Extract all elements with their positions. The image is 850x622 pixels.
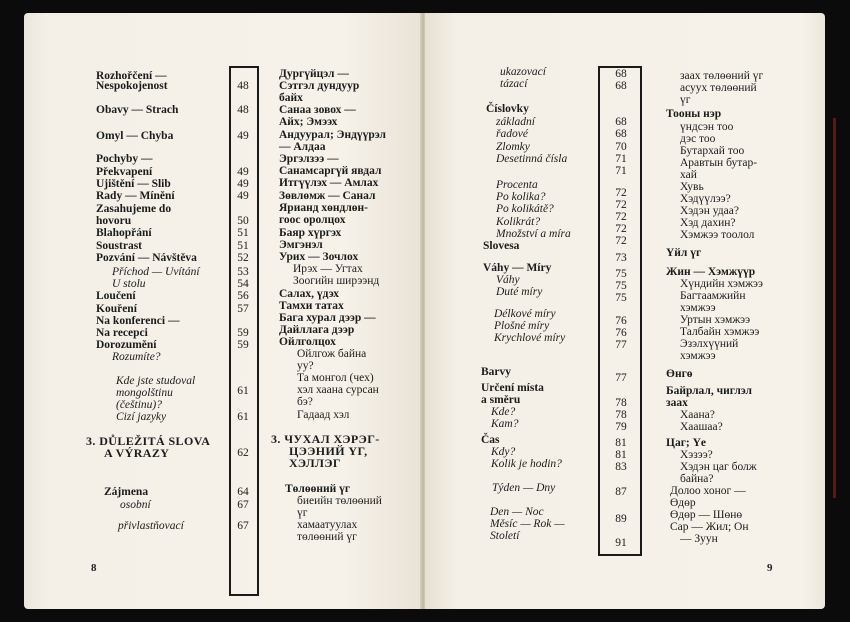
toc-czech-entry: (češtinu)?	[116, 399, 162, 411]
toc-czech-entry: Kam?	[491, 418, 519, 430]
toc-mongolian-entry: заах төлөөний үг	[680, 70, 764, 82]
toc-czech-entry: Týden — Dny	[492, 482, 556, 494]
cover-edge	[833, 118, 836, 498]
toc-czech-entry: mongolštinu	[116, 387, 173, 399]
toc-mongolian-entry: Ярианд хөндлөн-	[279, 202, 368, 214]
toc-czech-entry: Rady — Mínění	[96, 190, 175, 202]
toc-czech-entry: ukazovací	[500, 66, 546, 78]
toc-czech-entry: Po kolikátě?	[496, 203, 554, 215]
toc-page-number: 68	[615, 80, 627, 92]
toc-mongolian-entry: төлөөний үг	[297, 531, 357, 543]
toc-mongolian-entry: Зоогийн ширээнд	[293, 275, 380, 287]
toc-mongolian-entry: Ойлгож байна	[297, 348, 367, 360]
toc-page-number: 72	[615, 187, 627, 199]
toc-page-number: 51	[237, 240, 249, 252]
toc-mongolian-entry: Долоо хоног —	[670, 485, 746, 497]
toc-mongolian-entry: Эзэлхүүний	[680, 338, 739, 350]
toc-czech-entry: Kolik je hodin?	[491, 458, 562, 470]
toc-page-number: 72	[615, 223, 627, 235]
toc-mongolian-entry: заах	[666, 397, 688, 409]
toc-czech-entry: Duté míry	[496, 286, 543, 298]
page-number-left: 8	[91, 562, 97, 574]
toc-czech-entry: Určení místa	[481, 382, 544, 394]
toc-mongolian-entry: гоос оролцох	[279, 214, 346, 226]
toc-page-number: 61	[237, 385, 249, 397]
toc-mongolian-entry: Сар — Жил; Он	[670, 521, 749, 533]
toc-mongolian-entry: хэмжээ	[680, 302, 716, 314]
toc-mongolian-entry: Хувь	[680, 181, 704, 193]
toc-mongolian-entry: Хэмжээ тоолол	[680, 229, 755, 241]
toc-czech-entry: Kolikrát?	[496, 216, 541, 228]
toc-czech-entry: Slovesa	[483, 240, 520, 252]
toc-mongolian-entry: Тооны нэр	[666, 108, 722, 120]
toc-czech-entry: Procenta	[496, 179, 538, 191]
toc-czech-entry: Století	[490, 530, 520, 542]
toc-page-number: 59	[237, 339, 249, 351]
toc-page-number: 72	[615, 235, 627, 247]
toc-mongolian-entry: байна?	[680, 473, 714, 485]
toc-mongolian-entry: ЦЭЭНИЙ ҮГ,	[289, 444, 368, 458]
toc-czech-entry: Den — Noc	[490, 506, 544, 518]
toc-mongolian-entry: Үйл үг	[666, 247, 702, 259]
toc-mongolian-entry: 3. ЧУХАЛ ХЭРЭГ-	[271, 432, 380, 446]
toc-page-number: 68	[615, 128, 627, 140]
toc-mongolian-entry: Эмгэнэл	[279, 239, 323, 251]
toc-czech-entry: Barvy	[481, 366, 512, 378]
toc-mongolian-entry: Санамсаргүй явдал	[279, 165, 382, 177]
toc-mongolian-entry: Хэдүүлээ?	[680, 193, 731, 205]
toc-czech-entry: Pochyby —	[96, 153, 153, 165]
toc-mongolian-entry: биеийн төлөөний	[297, 495, 382, 507]
toc-czech-entry: Krychlové míry	[494, 332, 566, 344]
toc-page-number: 76	[615, 315, 627, 327]
toc-czech-entry: Kdy?	[491, 446, 516, 458]
toc-page-number: 83	[615, 461, 627, 473]
toc-mongolian-entry: Өдөр — Шөнө	[670, 509, 743, 521]
toc-mongolian-entry: байх	[279, 92, 303, 104]
toc-page-number: 89	[615, 513, 627, 525]
toc-mongolian-entry: Ирэх — Угтах	[293, 263, 363, 275]
toc-mongolian-entry: ХЭЛЛЭГ	[289, 456, 341, 470]
toc-mongolian-entry: Хаашаа?	[680, 421, 723, 433]
toc-mongolian-entry: Хэзээ?	[680, 449, 713, 461]
toc-mongolian-entry: — Алдаа	[279, 141, 326, 153]
page-number-right: 9	[767, 562, 773, 574]
toc-page-number: 48	[237, 104, 249, 116]
toc-czech-entry: základní	[496, 116, 535, 128]
toc-czech-entry: Rozumíte?	[112, 351, 161, 363]
toc-page-number: 49	[237, 166, 249, 178]
toc-mongolian-entry: Сэтгэл дундуур	[279, 80, 360, 92]
toc-czech-entry: Délkové míry	[494, 308, 556, 320]
toc-page-number: 67	[237, 499, 249, 511]
toc-czech-entry: Obavy — Strach	[96, 104, 179, 116]
toc-page-number: 79	[615, 421, 627, 433]
toc-mongolian-entry: Зөвлөмж — Санал	[279, 190, 376, 202]
toc-page-number: 53	[237, 266, 249, 278]
toc-czech-entry: Cizí jazyky	[116, 411, 167, 423]
toc-page-number: 78	[615, 397, 627, 409]
toc-mongolian-entry: Дургүйцэл —	[279, 68, 349, 80]
toc-page-number: 75	[615, 292, 627, 304]
toc-czech-entry: Čas	[481, 434, 500, 446]
toc-mongolian-entry: хай	[680, 169, 697, 181]
toc-mongolian-entry: Та монгол (чех)	[297, 372, 374, 384]
toc-czech-entry: tázací	[500, 78, 528, 90]
toc-czech-entry: přivlastňovací	[118, 520, 184, 532]
toc-page-number: 91	[615, 537, 627, 549]
toc-page-number: 64	[237, 486, 249, 498]
toc-mongolian-entry: үг	[680, 94, 691, 106]
toc-page-number: 75	[615, 280, 627, 292]
toc-page-number: 68	[615, 68, 627, 80]
toc-page-number: 59	[237, 327, 249, 339]
toc-czech-entry: Blahopřání	[96, 227, 152, 239]
toc-page-number: 52	[237, 252, 249, 264]
toc-mongolian-entry: бэ?	[297, 396, 313, 408]
toc-mongolian-entry: уу?	[297, 360, 314, 372]
toc-czech-entry: Překvapení	[96, 166, 153, 178]
toc-mongolian-entry: Байрлал, чиглэл	[666, 385, 753, 397]
toc-mongolian-entry: Аравтын бутар-	[680, 157, 758, 169]
toc-mongolian-entry: Хүндийн хэмжээ	[680, 278, 763, 290]
toc-mongolian-entry: Андуурал; Эндүүрэл	[279, 129, 387, 141]
toc-page-number: 72	[615, 199, 627, 211]
toc-page-number: 72	[615, 211, 627, 223]
toc-mongolian-entry: үндсэн тоо	[680, 121, 734, 133]
toc-czech-entry: Váhy — Míry	[483, 262, 552, 274]
toc-page-number: 50	[237, 215, 249, 227]
toc-page-number: 78	[615, 409, 627, 421]
toc-czech-entry: 3. DŮLEŽITÁ SLOVA	[86, 434, 211, 448]
toc-page-number: 70	[615, 141, 627, 153]
toc-mongolian-entry: хамаатуулах	[297, 519, 358, 531]
toc-page-number: 73	[615, 252, 627, 264]
toc-mongolian-entry: Өдөр	[670, 497, 696, 509]
toc-czech-entry: Desetinná čísla	[496, 153, 568, 165]
toc-mongolian-entry: Бага хурал дээр —	[279, 312, 376, 324]
toc-mongolian-entry: Хэдэн удаа?	[680, 205, 739, 217]
toc-czech-entry: Kde jste studoval	[116, 375, 196, 387]
toc-czech-entry: Kde?	[491, 406, 516, 418]
toc-page-number: 81	[615, 437, 627, 449]
toc-page-number: 48	[237, 80, 249, 92]
toc-czech-entry: Kouření	[96, 303, 137, 315]
toc-czech-entry: Zasahujeme do	[96, 203, 172, 215]
toc-czech-entry: Zlomky	[496, 141, 530, 153]
toc-mongolian-entry: Ойлголцох	[279, 336, 336, 348]
toc-czech-entry: Na recepci	[96, 327, 148, 339]
toc-czech-entry: Nespokojenost	[96, 80, 168, 92]
left-page	[24, 13, 422, 609]
toc-page-number: 54	[237, 278, 249, 290]
toc-mongolian-entry: Эргэлзээ —	[279, 153, 339, 165]
toc-czech-entry: Na konferenci —	[96, 315, 180, 327]
toc-czech-entry: Po kolika?	[496, 191, 546, 203]
toc-page-number: 77	[615, 339, 627, 351]
toc-czech-entry: Omyl — Chyba	[96, 130, 174, 142]
toc-czech-entry: Váhy	[496, 274, 520, 286]
toc-mongolian-entry: — Зуун	[680, 533, 718, 545]
toc-czech-entry: Rozhořčení —	[96, 70, 167, 82]
toc-czech-entry: Zájmena	[104, 486, 149, 498]
toc-czech-entry: Ujištění — Slib	[96, 178, 171, 190]
toc-mongolian-entry: Итгүүлэх — Амлах	[279, 177, 379, 189]
toc-mongolian-entry: Уртын хэмжээ	[680, 314, 751, 326]
toc-page-number: 76	[615, 327, 627, 339]
toc-czech-entry: hovoru	[96, 215, 132, 227]
toc-mongolian-entry: Хаана?	[680, 409, 715, 421]
toc-mongolian-entry: Айх; Эмээх	[279, 116, 338, 128]
toc-page-number: 49	[237, 178, 249, 190]
toc-mongolian-entry: Талбайн хэмжээ	[680, 326, 760, 338]
toc-czech-entry: Soustrast	[96, 240, 143, 252]
toc-mongolian-entry: Урих — Зочлох	[279, 251, 359, 263]
toc-czech-entry: Množství a míra	[496, 228, 571, 240]
toc-czech-entry: Loučení	[96, 290, 136, 302]
toc-czech-entry: osobní	[120, 499, 151, 511]
toc-page-number: 62	[237, 447, 249, 459]
toc-page-number: 81	[615, 449, 627, 461]
toc-mongolian-entry: Хэд дахин?	[680, 217, 736, 229]
toc-mongolian-entry: Жин — Хэмжүүр	[666, 266, 756, 278]
toc-page-number: 71	[615, 165, 627, 177]
toc-mongolian-entry: асуух төлөөний	[680, 82, 757, 94]
toc-mongolian-entry: хэл хаана сурсан	[297, 384, 379, 396]
toc-page-number: 57	[237, 303, 249, 315]
toc-page-number: 61	[237, 411, 249, 423]
toc-czech-entry: Plošné míry	[494, 320, 550, 332]
toc-mongolian-entry: Өнгө	[666, 368, 693, 380]
toc-mongolian-entry: үг	[297, 507, 308, 519]
toc-czech-entry: Měsíc — Rok —	[490, 518, 565, 530]
toc-page-number: 49	[237, 130, 249, 142]
toc-page-number: 49	[237, 190, 249, 202]
toc-page-number: 51	[237, 227, 249, 239]
toc-page-number: 87	[615, 486, 627, 498]
toc-czech-entry: Pozvání — Návštěva	[96, 252, 197, 264]
toc-czech-entry: řadové	[496, 128, 528, 140]
toc-page-number: 67	[237, 520, 249, 532]
toc-czech-entry: a směru	[481, 394, 521, 406]
toc-mongolian-entry: Хэдэн цаг болж	[680, 461, 757, 473]
toc-czech-entry: Dorozumění	[96, 339, 157, 351]
toc-czech-entry: U stolu	[112, 278, 146, 290]
toc-mongolian-entry: Тамхи татах	[279, 300, 344, 312]
toc-page-number: 68	[615, 116, 627, 128]
toc-mongolian-entry: Дайллага дээр	[279, 324, 355, 336]
toc-czech-entry: Příchod — Uvítání	[112, 266, 200, 278]
toc-mongolian-entry: Бутархай тоо	[680, 145, 745, 157]
toc-mongolian-entry: Санаа зовох —	[279, 104, 356, 116]
toc-mongolian-entry: Салах, үдэх	[279, 288, 339, 300]
toc-czech-entry: A VÝRAZY	[104, 446, 170, 460]
toc-mongolian-entry: хэмжээ	[680, 350, 716, 362]
toc-czech-entry: Číslovky	[486, 103, 529, 115]
toc-mongolian-entry: Гадаад хэл	[297, 409, 350, 421]
toc-mongolian-entry: Багтаамжийн	[680, 290, 746, 302]
toc-page-number: 77	[615, 372, 627, 384]
toc-mongolian-entry: дэс тоо	[680, 133, 716, 145]
toc-page-number: 71	[615, 153, 627, 165]
toc-mongolian-entry: Төлөөний үг	[285, 483, 351, 495]
toc-page-number: 56	[237, 290, 249, 302]
toc-page-number: 75	[615, 268, 627, 280]
toc-mongolian-entry: Цаг; Үе	[666, 437, 707, 449]
toc-mongolian-entry: Баяр хүргэх	[279, 227, 342, 239]
